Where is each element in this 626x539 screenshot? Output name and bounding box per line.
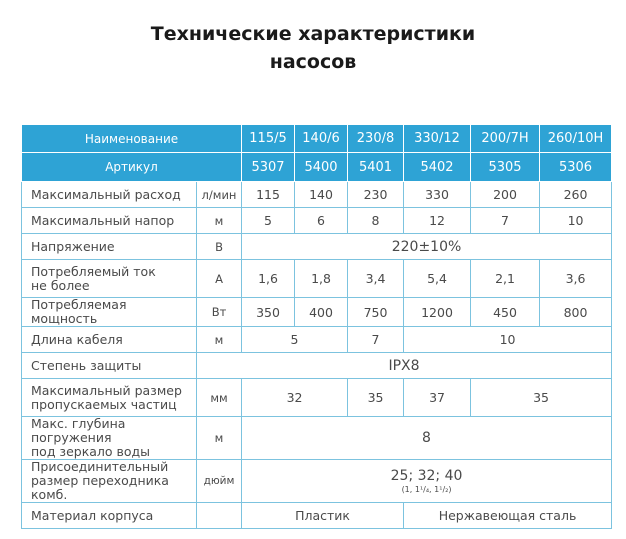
header-name-label: Наименование (22, 125, 242, 153)
row-label (22, 460, 197, 503)
row-label-line-1: Потребляемый ток (31, 263, 156, 279)
value-cell: 330 (404, 182, 471, 208)
row-label: Степень защиты (22, 353, 197, 379)
value-cell: 230 (348, 182, 404, 208)
row-label (22, 417, 197, 460)
model-cell: 140/6 (295, 125, 348, 153)
article-cell: 5307 (242, 153, 295, 182)
value-cell: IPX8 (197, 353, 612, 379)
row-unit: л/мин (197, 182, 242, 208)
value-cell: 800 (540, 298, 612, 327)
row-unit: В (197, 234, 242, 260)
row-unit: м (197, 208, 242, 234)
value-cell: 35 (348, 379, 404, 417)
row-unit: дюйм (197, 460, 242, 503)
model-cell: 200/7Н (471, 125, 540, 153)
value-cell: 1,6 (242, 260, 295, 298)
row-label: Материал корпуса (22, 503, 197, 529)
row-unit: Вт (197, 298, 242, 327)
row-unit: м (197, 417, 242, 460)
table-row-particles (22, 379, 612, 417)
row-label: Напряжение (22, 234, 197, 260)
value-cell: 7 (471, 208, 540, 234)
model-cell: 330/12 (404, 125, 471, 153)
value-cell: 450 (471, 298, 540, 327)
adapter-subvalue: (1, 1¹/₄, 1¹/₂) (401, 484, 452, 494)
row-label-line-1: Максимальный размер (31, 382, 182, 398)
article-cell: 5306 (540, 153, 612, 182)
table-row-adapter (22, 460, 612, 503)
value-cell: 6 (295, 208, 348, 234)
row-label-line-2: не более (31, 277, 90, 293)
title-line-2: насосов (269, 51, 357, 73)
value-cell: 37 (404, 379, 471, 417)
value-cell: 10 (540, 208, 612, 234)
value-cell: 200 (471, 182, 540, 208)
row-unit (197, 503, 242, 529)
article-cell: 5402 (404, 153, 471, 182)
table-row-cable (22, 327, 612, 353)
article-cell: 5400 (295, 153, 348, 182)
value-cell: 32 (242, 379, 348, 417)
row-label: Максимальный напор (22, 208, 197, 234)
value-cell: 3,4 (348, 260, 404, 298)
value-cell: 10 (404, 327, 612, 353)
table-row-voltage (22, 234, 612, 260)
adapter-value: 25; 32; 40 (390, 467, 463, 484)
table-row-article (22, 153, 612, 182)
model-cell: 115/5 (242, 125, 295, 153)
value-cell: 140 (295, 182, 348, 208)
row-label-line-1: Макс. глубина погружения (31, 416, 126, 445)
value-cell (242, 460, 612, 503)
value-cell: 115 (242, 182, 295, 208)
value-cell: 750 (348, 298, 404, 327)
model-cell: 260/10Н (540, 125, 612, 153)
row-label: Потребляемая мощность (22, 298, 197, 327)
value-cell: 5 (242, 208, 295, 234)
article-cell: 5401 (348, 153, 404, 182)
model-cell: 230/8 (348, 125, 404, 153)
row-label (22, 260, 197, 298)
table-row-head (22, 208, 612, 234)
table-row-power (22, 298, 612, 327)
value-cell: 1,8 (295, 260, 348, 298)
row-unit: А (197, 260, 242, 298)
value-cell: 35 (471, 379, 612, 417)
value-cell: 350 (242, 298, 295, 327)
row-label-line-2: размер переходника комб. (31, 473, 169, 502)
value-cell: 220±10% (242, 234, 612, 260)
row-label-line-2: под зеркало воды (31, 444, 151, 459)
article-cell: 5305 (471, 153, 540, 182)
value-cell: 5 (242, 327, 348, 353)
value-cell: 7 (348, 327, 404, 353)
table-row-current (22, 260, 612, 298)
row-label: Длина кабеля (22, 327, 197, 353)
value-cell: 400 (295, 298, 348, 327)
table-row-protection (22, 353, 612, 379)
row-unit: м (197, 327, 242, 353)
row-label-line-1: Присоединительный (31, 459, 169, 474)
value-cell: 8 (348, 208, 404, 234)
specs-table (21, 124, 612, 529)
value-cell: 2,1 (471, 260, 540, 298)
value-cell: Нержавеющая сталь (404, 503, 612, 529)
value-cell: 8 (242, 417, 612, 460)
table-row-flow (22, 182, 612, 208)
value-cell: 12 (404, 208, 471, 234)
row-label (22, 379, 197, 417)
value-cell: Пластик (242, 503, 404, 529)
table-row-name (22, 125, 612, 153)
value-cell: 1200 (404, 298, 471, 327)
title-line-1: Технические характеристики (150, 23, 476, 45)
page-title (0, 20, 626, 76)
header-article-label: Артикул (22, 153, 242, 182)
table-row-material (22, 503, 612, 529)
row-label: Максимальный расход (22, 182, 197, 208)
value-cell: 260 (540, 182, 612, 208)
value-cell: 5,4 (404, 260, 471, 298)
row-unit: мм (197, 379, 242, 417)
value-cell: 3,6 (540, 260, 612, 298)
table-row-depth (22, 417, 612, 460)
row-label-line-2: пропускаемых частиц (31, 396, 177, 412)
